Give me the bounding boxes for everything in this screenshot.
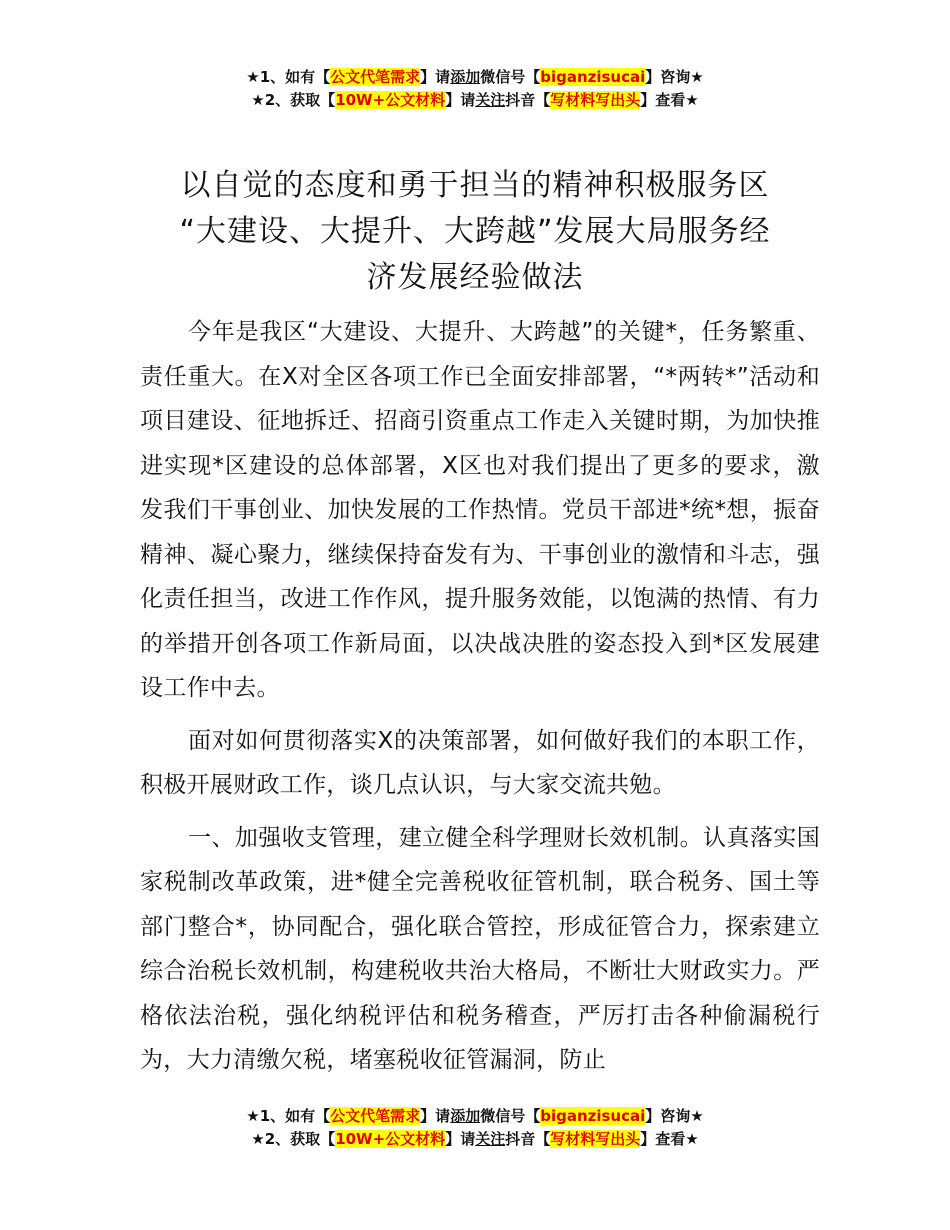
footer-promo-banner (0, 1105, 950, 1151)
highlight-service: 公文代笔需求 (330, 68, 421, 86)
highlight-account: 写材料写出头 (550, 91, 641, 109)
title-line: “大建设、大提升、大跨越”发展大局服务经 (179, 214, 771, 249)
document-body (140, 310, 820, 1083)
title-line: 以自觉的态度和勇于担当的精神积极服务区 (180, 168, 770, 203)
promo-line-1: ★1、如有【公文代笔需求】请添加微信号【biganzisucai】咨询★ (246, 68, 704, 86)
highlight-wechat-id: biganzisucai (540, 1107, 646, 1125)
highlight-wechat-id: biganzisucai (540, 68, 646, 86)
document-title (120, 163, 830, 301)
highlight-service: 公文代笔需求 (330, 1107, 421, 1125)
highlight-account: 写材料写出头 (550, 1130, 641, 1148)
paragraph-section-1: 一、加强收支管理，建立健全科学理财长效机制。认真落实国家税制改革政策，进*健全完善税收征管机制，联合税务、国土等部门整合*，协同配合，强化联合管控，形成征管合力，探索建立综合治税长效机制，构建税收共治大格局，不断壮大财政实力。严格依法治税，强化纳税评估和税务稽查，严厉打击各种偷漏税行为，大力清缴欠税，堵塞税收征管漏洞，防止 (140, 824, 820, 1073)
paragraph-intro: 今年是我区“大建设、大提升、大跨越”的关键*，任务繁重、责任重大。在X对全区各项工作已全面安排部署，“*两转*”活动和项目建设、征地拆迁、招商引资重点工作走入关键时期，为加快推进实现*区建设的总体部署，X区也对我们提出了更多的要求，激发我们干事创业、加快发展的工作热情。党员干部进*统*想，振奋精神、凝心聚力，继续保持奋发有为、干事创业的激情和斗志，强化责任担当，改进工作作风，提升服务效能，以饱满的热情、有力的举措开创各项工作新局面，以决战决胜的姿态投入到*区发展建设工作中去。 (140, 319, 820, 701)
header-promo-banner (0, 66, 950, 112)
promo-line-2: ★2、获取【10W+公文材料】请关注抖音【写材料写出头】查看★ (251, 91, 699, 109)
highlight-materials: 10W+公文材料 (335, 1130, 446, 1148)
paragraph-purpose: 面对如何贯彻落实X的决策部署，如何做好我们的本职工作，积极开展财政工作，谈几点认识，与大家交流共勉。 (140, 727, 820, 798)
promo-line-1: ★1、如有【公文代笔需求】请添加微信号【biganzisucai】咨询★ (246, 1107, 704, 1125)
promo-line-2: ★2、获取【10W+公文材料】请关注抖音【写材料写出头】查看★ (251, 1130, 699, 1148)
title-line: 济发展经验做法 (366, 260, 584, 295)
highlight-materials: 10W+公文材料 (335, 91, 446, 109)
